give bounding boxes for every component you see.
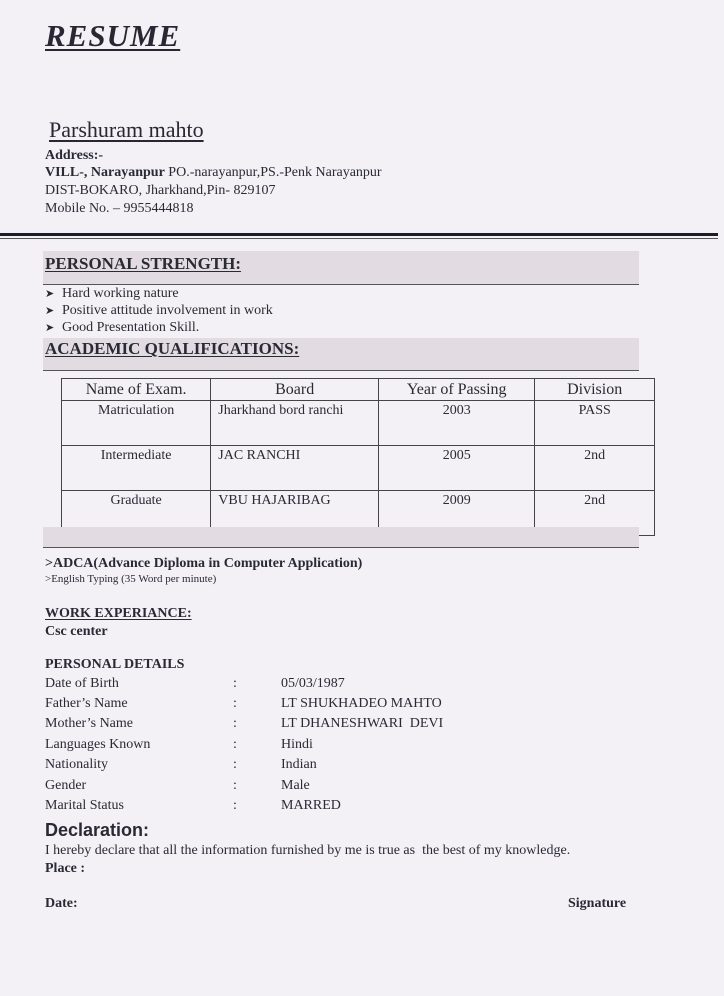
header-divider-thin — [0, 238, 718, 239]
detail-separator: : — [233, 798, 237, 813]
table-header-row — [62, 379, 655, 401]
mobile-number: Mobile No. – 9955444818 — [45, 201, 194, 216]
detail-value: MARRED — [281, 798, 341, 813]
detail-separator: : — [233, 737, 237, 752]
table-cell: 2005 — [379, 446, 535, 491]
declaration-text: I hereby declare that all the information furnished by me is true as the best of my knowledge. — [45, 843, 571, 858]
strength-item: ➤ Positive attitude involvement in work — [45, 303, 273, 318]
address-village: VILL-, Narayanpur — [45, 165, 165, 180]
table-footer-band — [43, 527, 639, 547]
detail-row — [45, 676, 645, 696]
personal-details-heading: PERSONAL DETAILS — [45, 657, 185, 672]
signature-label: Signature — [568, 896, 627, 911]
detail-label: Gender — [45, 778, 87, 793]
table-footer-rule — [43, 547, 639, 548]
column-header: Board — [211, 379, 379, 401]
table-cell: Jharkhand bord ranchi — [211, 401, 379, 446]
date-label: Date: — [45, 896, 78, 911]
qualifications-table — [61, 378, 655, 536]
strength-item: ➤ Good Presentation Skill. — [45, 320, 200, 335]
table-cell: Graduate — [62, 491, 211, 536]
table-cell: 2nd — [535, 446, 655, 491]
table-cell: Intermediate — [62, 446, 211, 491]
table-cell: 2009 — [379, 491, 535, 536]
personal-strength-heading: PERSONAL STRENGTH: — [45, 254, 242, 273]
detail-separator: : — [233, 778, 237, 793]
detail-label: Marital Status — [45, 798, 124, 813]
arrow-bullet-icon: ➤ — [45, 305, 55, 317]
detail-label: Date of Birth — [45, 676, 119, 691]
academic-qualifications-heading: ACADEMIC QUALIFICATIONS: — [45, 339, 300, 358]
header-divider — [0, 233, 718, 236]
detail-value: Hindi — [281, 737, 313, 752]
address-label: Address:- — [45, 148, 104, 163]
strength-heading-rule — [43, 284, 639, 285]
detail-value: Male — [281, 778, 310, 793]
work-experience-heading: WORK EXPERIANCE: — [45, 606, 192, 621]
table-row — [62, 401, 655, 446]
resume-title: RESUME — [45, 18, 181, 53]
table-cell: 2nd — [535, 491, 655, 536]
address-po-ps: PO.-narayanpur,PS.-Penk Narayanpur — [164, 165, 382, 180]
detail-separator: : — [233, 676, 237, 691]
declaration-heading: Declaration: — [45, 820, 150, 840]
strength-item: ➤ Hard working nature — [45, 286, 179, 301]
detail-label: Father’s Name — [45, 696, 128, 711]
detail-row — [45, 798, 645, 818]
academic-heading-rule — [43, 370, 639, 371]
detail-row — [45, 737, 645, 757]
detail-label: Languages Known — [45, 737, 151, 752]
table-cell: 2003 — [379, 401, 535, 446]
place-label: Place : — [45, 861, 86, 876]
table-cell: VBU HAJARIBAG — [211, 491, 379, 536]
table-row — [62, 446, 655, 491]
detail-row — [45, 696, 645, 716]
detail-value: Indian — [281, 757, 317, 772]
arrow-bullet-icon: ➤ — [45, 322, 55, 334]
table-cell: JAC RANCHI — [211, 446, 379, 491]
detail-value: LT SHUKHADEO MAHTO — [281, 696, 442, 711]
detail-row — [45, 716, 645, 736]
adca-qualification: >ADCA(Advance Diploma in Computer Application) — [45, 556, 363, 571]
detail-row — [45, 757, 645, 777]
column-header: Year of Passing — [379, 379, 535, 401]
address-line-2: DIST-BOKARO, Jharkhand,Pin- 829107 — [45, 183, 276, 198]
typing-skill: >English Typing (35 Word per minute) — [45, 573, 217, 585]
detail-row — [45, 778, 645, 798]
candidate-name: Parshuram mahto — [49, 117, 204, 142]
detail-label: Mother’s Name — [45, 716, 133, 731]
detail-separator: : — [233, 716, 237, 731]
table-cell: PASS — [535, 401, 655, 446]
detail-value: LT DHANESHWARI DEVI — [281, 716, 444, 731]
column-header: Name of Exam. — [62, 379, 211, 401]
table-cell: Matriculation — [62, 401, 211, 446]
detail-separator: : — [233, 757, 237, 772]
work-experience-value: Csc center — [45, 624, 108, 639]
detail-value: 05/03/1987 — [281, 676, 345, 691]
address-line-1 — [45, 164, 382, 182]
arrow-bullet-icon: ➤ — [45, 288, 55, 300]
detail-separator: : — [233, 696, 237, 711]
column-header: Division — [535, 379, 655, 401]
detail-label: Nationality — [45, 757, 108, 772]
